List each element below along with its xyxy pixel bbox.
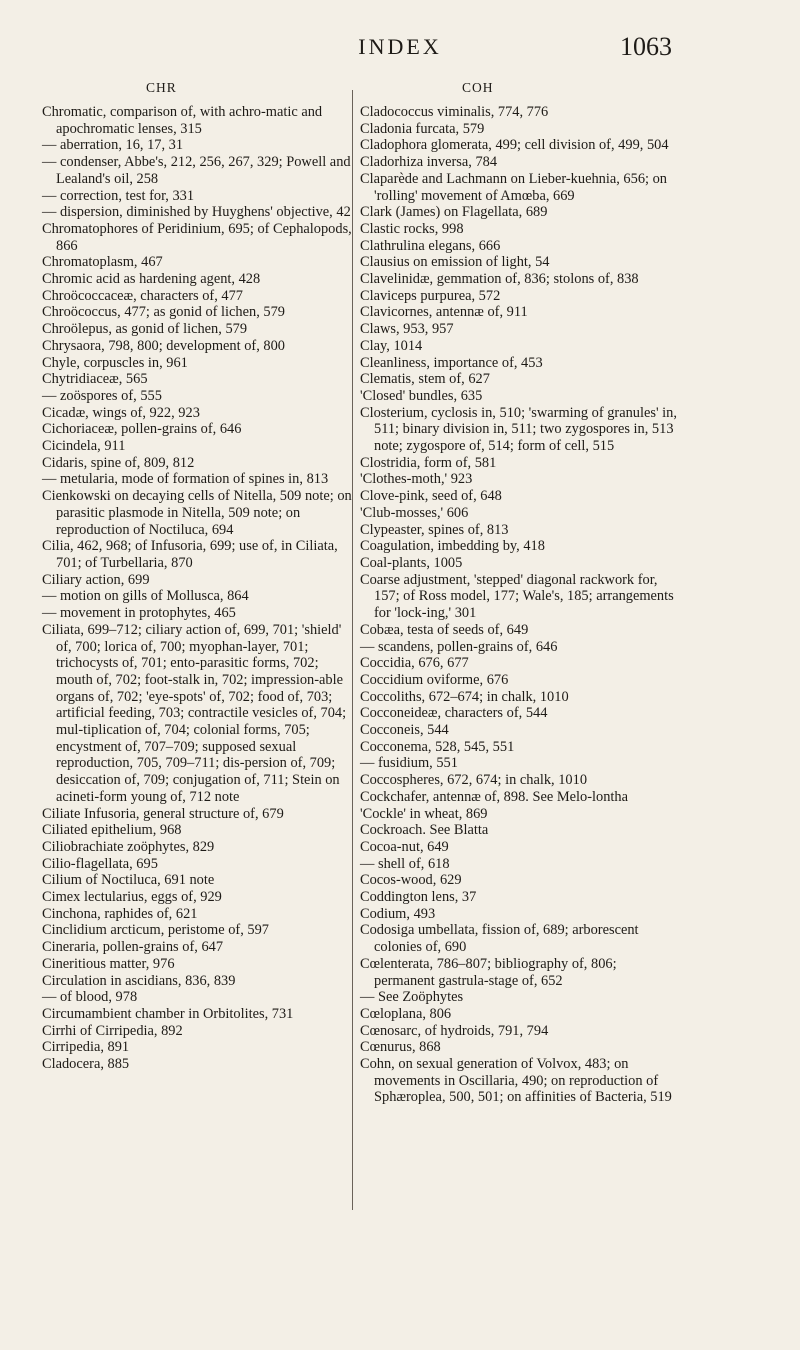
- index-entry: Cichoriaceæ, pollen-grains of, 646: [42, 421, 242, 438]
- index-entry: Cocconeis, 544: [360, 722, 449, 739]
- index-entry: Clypeaster, spines of, 813: [360, 521, 509, 538]
- index-entry: Claviceps purpurea, 572: [360, 287, 501, 304]
- left-column-heading: CHR: [146, 80, 177, 95]
- index-entry: Cilia, 462, 968; of Infusoria, 699; use of, in Ciliata, 701; of Turbellaria, 870: [42, 538, 338, 571]
- index-entry: Cinchona, raphides of, 621: [42, 905, 198, 922]
- index-entry: Cœnurus, 868: [360, 1039, 441, 1056]
- index-entry: — See Zoöphytes: [360, 989, 464, 1006]
- index-entry: Claparède and Lachmann on Lieber-kuehnia, 656; on 'rolling' movement of Amœba, 669: [360, 170, 667, 204]
- index-entry: Cocoa-nut, 649: [360, 838, 449, 855]
- page-title: INDEX: [358, 34, 442, 59]
- index-entry: Cocconema, 528, 545, 551: [360, 738, 515, 755]
- index-entry: Chromatoplasm, 467: [42, 254, 163, 271]
- index-entry: Cineritious matter, 976: [42, 955, 175, 972]
- index-entry: Codosiga umbellata, fission of, 689; arborescent colonies of, 690: [360, 922, 639, 956]
- index-entry: Ciliary action, 699: [42, 571, 150, 588]
- index-entry: Clematis, stem of, 627: [360, 371, 490, 388]
- index-entry: — scandens, pollen-grains of, 646: [360, 638, 558, 655]
- index-entry: Coagulation, imbedding by, 418: [360, 538, 545, 555]
- index-entry: Clostridia, form of, 581: [360, 454, 497, 471]
- index-entry: Chroöcoccus, 477; as gonid of lichen, 579: [42, 304, 285, 321]
- right-column-heading: COH: [462, 80, 494, 95]
- index-entry: Cimex lectularius, eggs of, 929: [42, 889, 222, 906]
- index-entry: Cicadæ, wings of, 922, 923: [42, 404, 200, 421]
- index-entry: — correction, test for, 331: [42, 187, 195, 204]
- index-entry: 'Cockle' in wheat, 869: [360, 805, 488, 822]
- page-number: 1063: [620, 32, 672, 61]
- index-entry: Coccidium oviforme, 676: [360, 671, 509, 688]
- index-entry: Coccoliths, 672–674; in chalk, 1010: [360, 688, 569, 705]
- index-entry: — metularia, mode of formation of spines in, 813: [42, 471, 329, 488]
- index-entry: Circumambient chamber in Orbitolites, 731: [42, 1005, 294, 1022]
- index-entry: Chytridiaceæ, 565: [42, 371, 148, 388]
- running-head: [0, 32, 800, 72]
- index-entry: Codium, 493: [360, 905, 436, 922]
- index-entry: Coccidia, 676, 677: [360, 655, 469, 672]
- index-entry: Clavelinidæ, gemmation of, 836; stolons of, 838: [360, 271, 639, 288]
- index-entry: Ciliata, 699–712; ciliary action of, 699, 701; 'shield' of, 700; lorica of, 700; myophan-layer, 701; trichocysts of, 701; ento-parasitic forms, 702; mouth of, 702; foot-stalk in, 702; impression-able organs of, 702; 'eye-spots' of, 702; food of, 703; artificial feeding, 703; contractile vesicles of, 704; mul-tiplication of, 704; colonial forms, 705; encystment of, 707–709; supposed sexual reproduction, 705, 709–711; dis-persion of, 709; desiccation of, 709; conjugation of, 711; Stein on acineti-form young of, 712 note: [42, 621, 347, 805]
- index-entry: Clark (James) on Flagellata, 689: [360, 204, 548, 221]
- index-entry: Cladocera, 885: [42, 1056, 130, 1073]
- index-entry: Chroölepus, as gonid of lichen, 579: [42, 321, 248, 338]
- index-entry: Chyle, corpuscles in, 961: [42, 354, 188, 371]
- index-entry: Circulation in ascidians, 836, 839: [42, 972, 236, 989]
- index-entry: Clove-pink, seed of, 648: [360, 488, 502, 505]
- index-entry: Cladonia furcata, 579: [360, 120, 485, 137]
- right-index-column: [360, 104, 680, 1106]
- index-entry: Chromic acid as hardening agent, 428: [42, 271, 261, 288]
- index-entry: 'Closed' bundles, 635: [360, 387, 483, 404]
- index-entry: — condenser, Abbe's, 212, 256, 267, 329; Powell and Lealand's oil, 258: [42, 154, 351, 187]
- index-entry: Clastic rocks, 998: [360, 220, 464, 237]
- index-entry: Cœlenterata, 786–807; bibliography of, 806; permanent gastrula-stage of, 652: [360, 955, 617, 989]
- index-entry: Cladorhiza inversa, 784: [360, 154, 498, 171]
- index-entry: Cockroach. See Blatta: [360, 822, 489, 839]
- index-entry: Cidaris, spine of, 809, 812: [42, 454, 195, 471]
- index-entry: Cohn, on sexual generation of Volvox, 483; on movements in Oscillaria, 490; on reproduction of Sphæroplea, 500, 501; on affinities of Bacteria, 519: [360, 1056, 672, 1106]
- index-entry: Closterium, cyclosis in, 510; 'swarming of granules' in, 511; binary division in, 511; two zygospores in, 513 note; zygospore of, 514; form of cell, 515: [360, 404, 677, 455]
- index-entry: Cœnosarc, of hydroids, 791, 794: [360, 1022, 549, 1039]
- index-entry: Cienkowski on decaying cells of Nitella, 509 note; on parasitic plasmode in Nitella, 509 note; on reproduction of Noctiluca, 694: [42, 488, 352, 538]
- index-entry: Chromatophores of Peridinium, 695; of Cephalopods, 866: [42, 220, 352, 254]
- index-entry: 'Clothes-moth,' 923: [360, 471, 473, 488]
- column-divider: [352, 90, 353, 1210]
- index-entry: Cocos-wood, 629: [360, 872, 462, 889]
- index-entry: Cineraria, pollen-grains of, 647: [42, 939, 224, 956]
- index-entry: Cocconeideæ, characters of, 544: [360, 705, 548, 722]
- index-entry: Cilium of Noctiluca, 691 note: [42, 872, 215, 889]
- index-entry: Coarse adjustment, 'stepped' diagonal rackwork for, 157; of Ross model, 177; Wale's, 185; arrangements for 'lock-ing,' 301: [360, 571, 674, 622]
- index-entry: Clavicornes, antennæ of, 911: [360, 304, 528, 321]
- index-entry: Chrysaora, 798, 800; development of, 800: [42, 337, 285, 354]
- index-entry: Clausius on emission of light, 54: [360, 254, 550, 271]
- index-entry: Cirrhi of Cirripedia, 892: [42, 1022, 183, 1039]
- index-entry: — motion on gills of Mollusca, 864: [42, 588, 249, 605]
- index-entry: Cœloplana, 806: [360, 1005, 452, 1022]
- index-entry: Coccospheres, 672, 674; in chalk, 1010: [360, 772, 588, 789]
- index-entry: Claws, 953, 957: [360, 321, 454, 338]
- index-entry: — zoöspores of, 555: [42, 387, 162, 404]
- index-entry: Cladococcus viminalis, 774, 776: [360, 104, 549, 120]
- index-entry: Ciliated epithelium, 968: [42, 822, 182, 839]
- index-entry: Cirripedia, 891: [42, 1039, 130, 1056]
- index-entry: Ciliobrachiate zoöphytes, 829: [42, 838, 215, 855]
- index-entry: — movement in protophytes, 465: [42, 605, 236, 622]
- index-entry: — of blood, 978: [42, 989, 138, 1006]
- index-entry: Cockchafer, antennæ of, 898. See Melo-lontha: [360, 788, 628, 805]
- index-entry: Cladophora glomerata, 499; cell division of, 499, 504: [360, 137, 669, 154]
- index-entry: Cinclidium arcticum, peristome of, 597: [42, 922, 270, 939]
- index-entry: Ciliate Infusoria, general structure of, 679: [42, 805, 284, 822]
- index-entry: — fusidium, 551: [360, 755, 458, 772]
- index-entry: Cicindela, 911: [42, 438, 126, 455]
- index-entry: Coddington lens, 37: [360, 889, 477, 906]
- index-entry: Clathrulina elegans, 666: [360, 237, 501, 254]
- index-entry: — aberration, 16, 17, 31: [42, 137, 184, 154]
- index-entry: Chroöcoccaceæ, characters of, 477: [42, 287, 243, 304]
- index-entry: Cilio-flagellata, 695: [42, 855, 158, 872]
- index-entry: Clay, 1014: [360, 337, 423, 354]
- index-entry: Chromatic, comparison of, with achro-matic and apochromatic lenses, 315: [42, 104, 323, 137]
- index-entry: — shell of, 618: [360, 855, 450, 872]
- index-entry: Cleanliness, importance of, 453: [360, 354, 543, 371]
- left-index-column: [42, 104, 352, 1073]
- index-entry: Coal-plants, 1005: [360, 554, 463, 571]
- index-entry: 'Club-mosses,' 606: [360, 504, 469, 521]
- index-entry: Cobæa, testa of seeds of, 649: [360, 621, 529, 638]
- index-entry: — dispersion, diminished by Huyghens' objective, 42: [42, 204, 351, 221]
